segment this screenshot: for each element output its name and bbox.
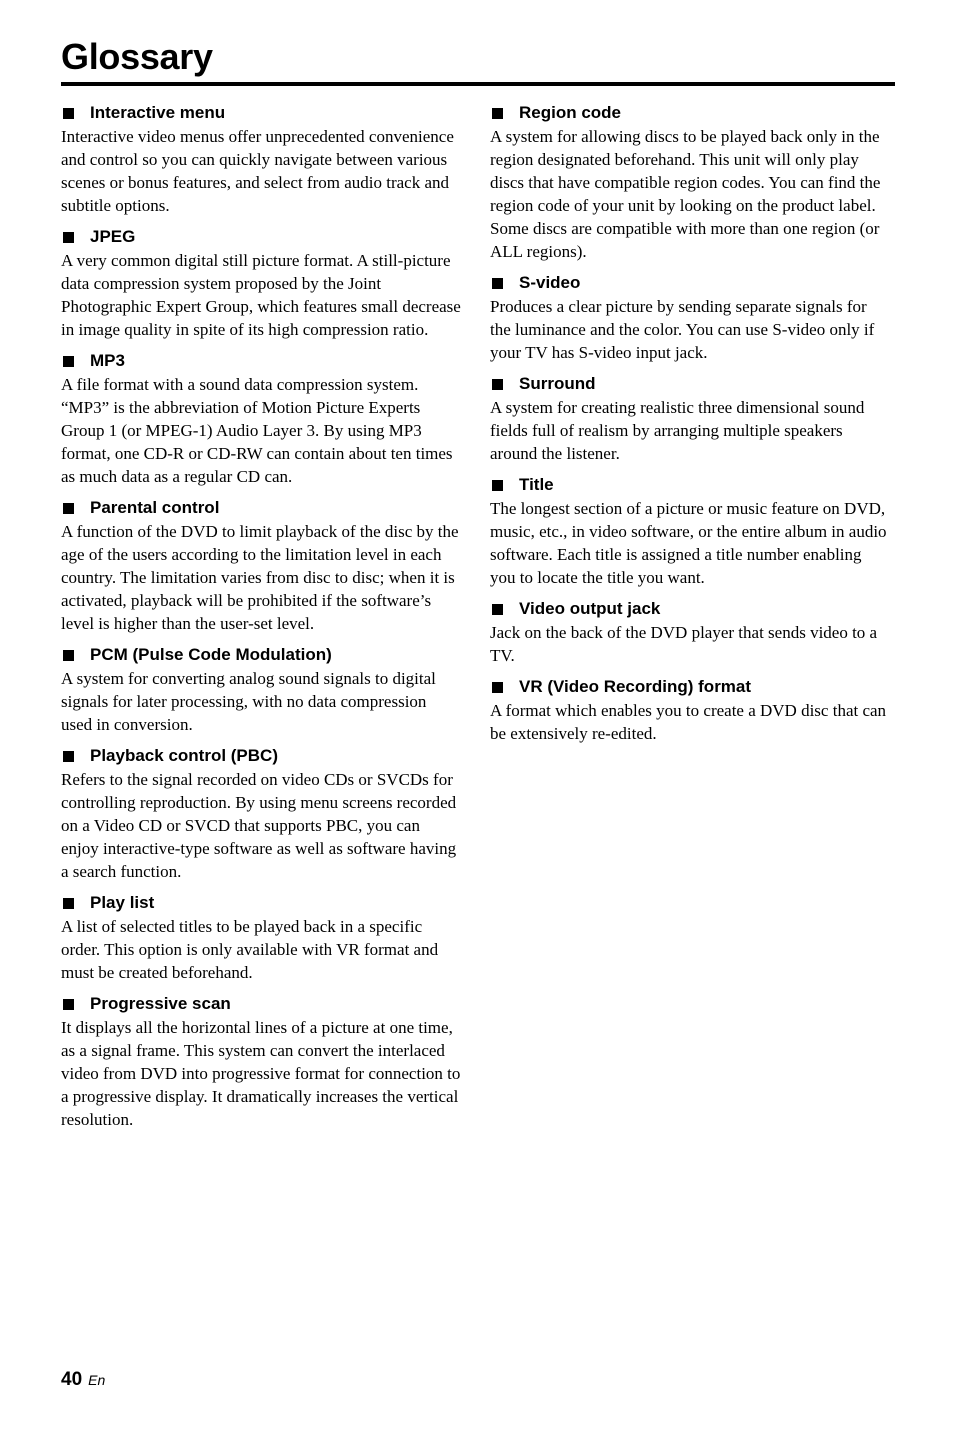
entry-term: Progressive scan (90, 994, 231, 1013)
entry-term: Region code (519, 103, 622, 122)
square-bullet-icon (63, 108, 74, 119)
glossary-entry-vr-format (490, 675, 890, 745)
entry-heading (61, 643, 461, 667)
entry-heading (490, 597, 890, 621)
entry-heading (61, 992, 461, 1016)
square-bullet-icon (492, 480, 503, 491)
page-language-code: En (88, 1372, 106, 1388)
entry-definition: A format which enables you to create a DVD disc that can be extensively re-edited. (490, 701, 887, 743)
entry-definition: A very common digital still picture format. A still-picture data compression system proposed by the Joint Photographic Expert Group, which features small decrease in image quality in spite of its high compression ratio. (61, 251, 461, 339)
glossary-entry-progressive-scan (61, 992, 461, 1131)
entry-definition: Refers to the signal recorded on video CDs or SVCDs for controlling reproduction. By using menu screens recorded on a Video CD or SVCD that supports PBC, you can enjoy interactive-type software as well as software having a search function. (61, 770, 457, 881)
entry-term: VR (Video Recording) format (519, 677, 752, 696)
entry-term: Parental control (90, 498, 220, 517)
entry-heading (61, 744, 461, 768)
glossary-entry-video-output-jack (490, 597, 890, 667)
entry-definition: A system for creating realistic three dimensional sound fields full of realism by arranging multiple speakers around the listener. (490, 398, 865, 463)
glossary-entry-playback-control (61, 744, 461, 883)
entry-term: PCM (Pulse Code Modulation) (90, 645, 332, 664)
entry-heading (490, 372, 890, 396)
glossary-entry-play-list (61, 891, 461, 984)
glossary-entry-interactive-menu (61, 101, 461, 217)
entry-term: MP3 (90, 351, 125, 370)
square-bullet-icon (63, 898, 74, 909)
entry-term: Title (519, 475, 554, 494)
entry-definition: A system for converting analog sound signals to digital signals for later processing, with no data compression used in conversion. (61, 669, 436, 734)
glossary-entry-s-video (490, 271, 890, 364)
entry-heading (61, 101, 461, 125)
glossary-entry-parental-control (61, 496, 461, 635)
glossary-right-column (490, 101, 890, 753)
entry-term: Play list (90, 893, 155, 912)
glossary-entry-mp3 (61, 349, 461, 488)
glossary-left-column (61, 101, 461, 1139)
glossary-entry-title (490, 473, 890, 589)
entry-heading (490, 101, 890, 125)
entry-definition: A system for allowing discs to be played back only in the region designated beforehand. This unit will only play discs that have compatible region codes. You can find the region code of your unit by looking on the product label. Some discs are compatible with more than one region (or ALL regions). (490, 127, 881, 261)
entry-definition: A function of the DVD to limit playback of the disc by the age of the users according to the limitation level in each country. The limitation varies from disc to disc; when it is activated, playback will be prohibited if the software’s level is higher than the user-set level. (61, 522, 459, 633)
glossary-entry-jpeg (61, 225, 461, 341)
page-title: Glossary (61, 36, 213, 77)
entry-definition: A file format with a sound data compression system. “MP3” is the abbreviation of Motion Picture Experts Group 1 (or MPEG-1) Audio Layer 3. By using MP3 format, one CD-R or CD-RW can contain about ten times as much data as a regular CD can. (61, 375, 453, 486)
entry-heading (61, 496, 461, 520)
entry-term: Interactive menu (90, 103, 226, 122)
entry-term: Video output jack (519, 599, 661, 618)
square-bullet-icon (492, 379, 503, 390)
entry-heading (61, 349, 461, 373)
square-bullet-icon (63, 751, 74, 762)
square-bullet-icon (63, 999, 74, 1010)
glossary-entry-pcm (61, 643, 461, 736)
entry-heading (490, 271, 890, 295)
glossary-entry-surround (490, 372, 890, 465)
entry-definition: The longest section of a picture or music feature on DVD, music, etc., in video software, or the entire album in audio software. Each title is assigned a title number enabling you to locate the title you want. (490, 499, 887, 587)
entry-definition: Produces a clear picture by sending separate signals for the luminance and the color. You can use S-video only if your TV has S-video input jack. (490, 297, 875, 362)
entry-heading (490, 675, 890, 699)
entry-definition: It displays all the horizontal lines of a picture at one time, as a signal frame. This system can convert the interlaced video from DVD into progressive format for connection to a progressive display. It dramatically increases the vertical resolution. (61, 1018, 461, 1129)
entry-term: S-video (519, 273, 581, 292)
title-divider (61, 82, 895, 86)
square-bullet-icon (492, 682, 503, 693)
square-bullet-icon (492, 604, 503, 615)
entry-heading (61, 225, 461, 249)
entry-definition: Jack on the back of the DVD player that sends video to a TV. (490, 623, 878, 665)
square-bullet-icon (492, 278, 503, 289)
page-footer (61, 1369, 105, 1391)
entry-term: Playback control (PBC) (90, 746, 278, 765)
square-bullet-icon (63, 232, 74, 243)
entry-definition: A list of selected titles to be played back in a specific order. This option is only available with VR format and must be created beforehand. (61, 917, 439, 982)
square-bullet-icon (492, 108, 503, 119)
square-bullet-icon (63, 356, 74, 367)
entry-term: JPEG (90, 227, 136, 246)
entry-definition: Interactive video menus offer unprecedented convenience and control so you can quickly navigate between various scenes or bonus features, and select from audio track and subtitle options. (61, 127, 454, 215)
glossary-entry-region-code (490, 101, 890, 263)
square-bullet-icon (63, 650, 74, 661)
entry-heading (61, 891, 461, 915)
page-number: 40 (61, 1369, 83, 1390)
square-bullet-icon (63, 503, 74, 514)
entry-heading (490, 473, 890, 497)
entry-term: Surround (519, 374, 596, 393)
